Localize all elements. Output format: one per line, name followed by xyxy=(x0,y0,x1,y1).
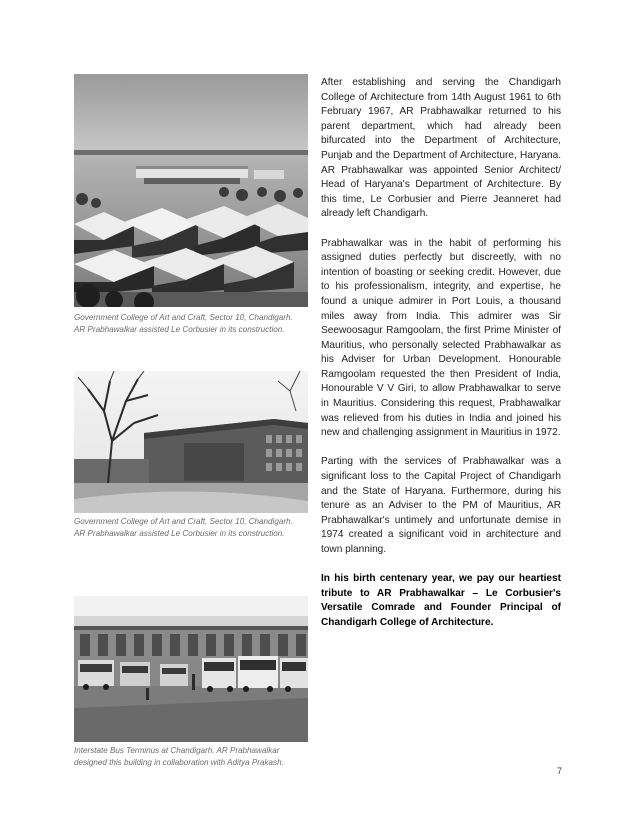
article-paragraph: Parting with the services of Prabhawalkar was a significant loss to the Capital Project of Chandigarh and the State of Haryana. Furthermore, during his tenure as an Adviser to the PM of Mauritius, AR Prabhawalkar's untimely and unfortunate demise in 1974 created a significant void in architecture and town planning. xyxy=(321,456,561,555)
article-body xyxy=(321,76,561,645)
article-paragraph: Prabhawalkar was in the habit of performing his assigned duties perfectly but discreetly, with no intention of boasting or seeking credit. However, due to his professionalism, integrity, and expertise, he found a unique admirer in Port Louis, a thousand miles away from India. This admirer was Sir Seewoosagur Ramgoolam, the first Prime Minister of Mauritius, who personally selected Prabhawalkar as his Adviser for Urban Development. Honourable Ramgoolam requested the then President of India, Honourable V V Giri, to allow Prabhawalkar to serve in Mauritius. Considering this request, Prabhawalkar was relieved from his duties in India and joined his new and challenging assignment in Mauritius in 1972. xyxy=(321,237,561,439)
article-paragraph: After establishing and serving the Chandigarh College of Architecture from 14th August 1961 to 6th February 1967, AR Prabhawalkar returned to his parent department, which had already been bifurcated into the Department of Architecture, Punjab and the Department of Architecture, Haryana. AR Prabhawalkar was appointed Senior Architect/ Head of Haryana's Department of Architecture. By this time, Le Corbusier and Pierre Jeanneret had already left Chandigarh. xyxy=(321,77,561,220)
college-building-photo xyxy=(74,371,308,513)
caption-line: designed this building in collaboration with Aditya Prakash. xyxy=(74,757,284,767)
tribute-paragraph: In his birth centenary year, we pay our heartiest tribute to AR Prabhawalkar – Le Corbusier's Versatile Comrade and Founder Principal of Chandigarh College of Architecture. xyxy=(321,573,561,628)
caption-line: Government College of Art and Craft, Sector 10, Chandigarh. xyxy=(74,517,293,526)
bus-terminus-photo-graphic xyxy=(74,596,308,742)
campus-aerial-photo-graphic xyxy=(74,74,308,307)
photo-caption xyxy=(74,312,314,335)
caption-line: AR Prabhawalkar assisted Le Corbusier in its construction. xyxy=(74,324,285,334)
photo-caption xyxy=(74,516,314,539)
page-number: 7 xyxy=(556,766,562,776)
caption-line: Interstate Bus Terminus at Chandigarh. AR Prabhawalkar xyxy=(74,746,280,755)
bus-terminus-photo xyxy=(74,596,308,742)
college-building-photo-graphic xyxy=(74,371,308,513)
caption-line: AR Prabhawalkar assisted Le Corbusier in its construction. xyxy=(74,528,285,538)
campus-aerial-photo xyxy=(74,74,308,307)
caption-line: Government College of Art and Craft, Sector 10, Chandigarh. xyxy=(74,313,293,322)
photo-caption xyxy=(74,745,314,768)
